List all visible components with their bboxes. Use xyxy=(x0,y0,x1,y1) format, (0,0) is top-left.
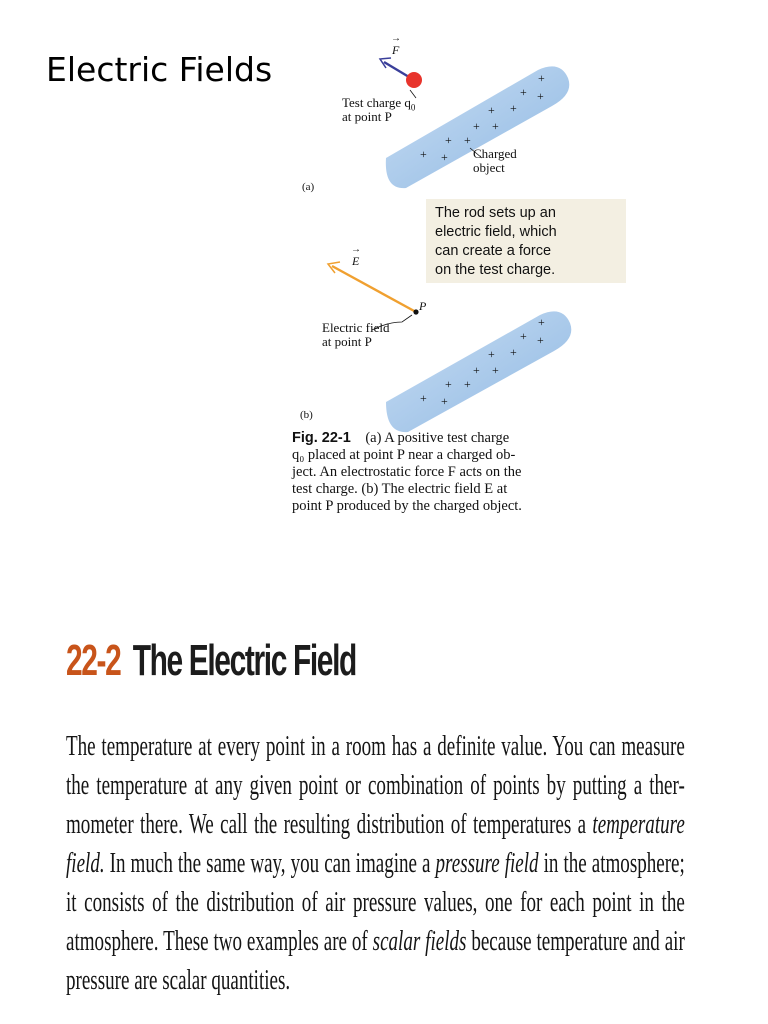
svg-text:+: + xyxy=(420,147,427,161)
charged-rod-b xyxy=(386,311,571,432)
svg-text:+: + xyxy=(441,394,448,408)
svg-text:+: + xyxy=(473,363,480,377)
callout-line: electric field, which xyxy=(435,224,557,240)
svg-text:+: + xyxy=(538,315,545,329)
callout-line: on the test charge. xyxy=(435,262,556,278)
force-label: → F xyxy=(392,43,399,57)
point-p-label: P xyxy=(419,299,427,313)
svg-text:+: + xyxy=(492,363,499,377)
test-charge-icon xyxy=(406,72,422,88)
panel-b-label: (b) xyxy=(300,409,313,421)
body-paragraph: The temperature at every point in a room has a definite value. You can measure the temperature at any given point or combination of points by putting a ther-mometer there. We call the resulting distribution of temperatures a temperature field. In much the same way, you can imagine a pressure field in the atmosphere; it consists of the distribution of air pressure values, one for each point in the atmosphere. These two examples are of scalar fields because temperature and air pressure are scalar quantities. xyxy=(66,731,685,996)
svg-text:+: + xyxy=(538,71,545,85)
svg-text:+: + xyxy=(510,345,517,359)
figure-number: Fig. 22-1 xyxy=(292,430,351,446)
svg-text:+: + xyxy=(520,85,527,99)
test-charge-label-2: at point P xyxy=(342,109,392,124)
test-charge-label: Test charge $q_0$ xyxy=(342,95,416,113)
section-number: 22-2 xyxy=(66,636,121,685)
svg-text:+: + xyxy=(464,377,471,391)
svg-text:+: + xyxy=(445,133,452,147)
slide-title: Electric Fields xyxy=(46,50,273,89)
svg-text:+: + xyxy=(520,329,527,343)
svg-text:+: + xyxy=(441,150,448,164)
callout-line: The rod sets up an xyxy=(435,205,556,221)
svg-text:+: + xyxy=(537,89,544,103)
charged-object-label-2: object xyxy=(473,160,505,175)
svg-text:+: + xyxy=(510,101,517,115)
section-title: The Electric Field xyxy=(132,636,356,685)
electric-field-label: Electric field xyxy=(322,320,390,335)
figure-caption: Fig. 22-1 (a) A positive test charge q₀ placed at point P near a charged ob- ject. An electrostatic force F acts on the test charge. (b) The electric field E at point P produced by the charged object. xyxy=(292,430,522,514)
svg-text:+: + xyxy=(488,347,495,361)
callout-box xyxy=(426,199,626,283)
svg-text:+: + xyxy=(473,119,480,133)
svg-text:+: + xyxy=(537,333,544,347)
svg-text:+: + xyxy=(420,391,427,405)
field-label: → E xyxy=(352,254,359,268)
term-scalar-fields: scalar fields xyxy=(372,926,467,957)
panel-a-label: (a) xyxy=(302,181,315,193)
svg-text:+: + xyxy=(464,133,471,147)
callout-line: can create a force xyxy=(435,243,552,259)
charged-object-label: Charged xyxy=(473,146,517,161)
section-heading xyxy=(66,636,356,686)
electric-field-label-2: at point P xyxy=(322,334,372,349)
term-pressure-field: pressure field xyxy=(435,848,539,879)
svg-text:+: + xyxy=(492,119,499,133)
svg-text:+: + xyxy=(445,377,452,391)
term-temperature-field: temperature field. xyxy=(66,809,685,879)
field-vector xyxy=(332,266,416,312)
point-p-dot xyxy=(413,309,418,314)
svg-text:+: + xyxy=(488,103,495,117)
